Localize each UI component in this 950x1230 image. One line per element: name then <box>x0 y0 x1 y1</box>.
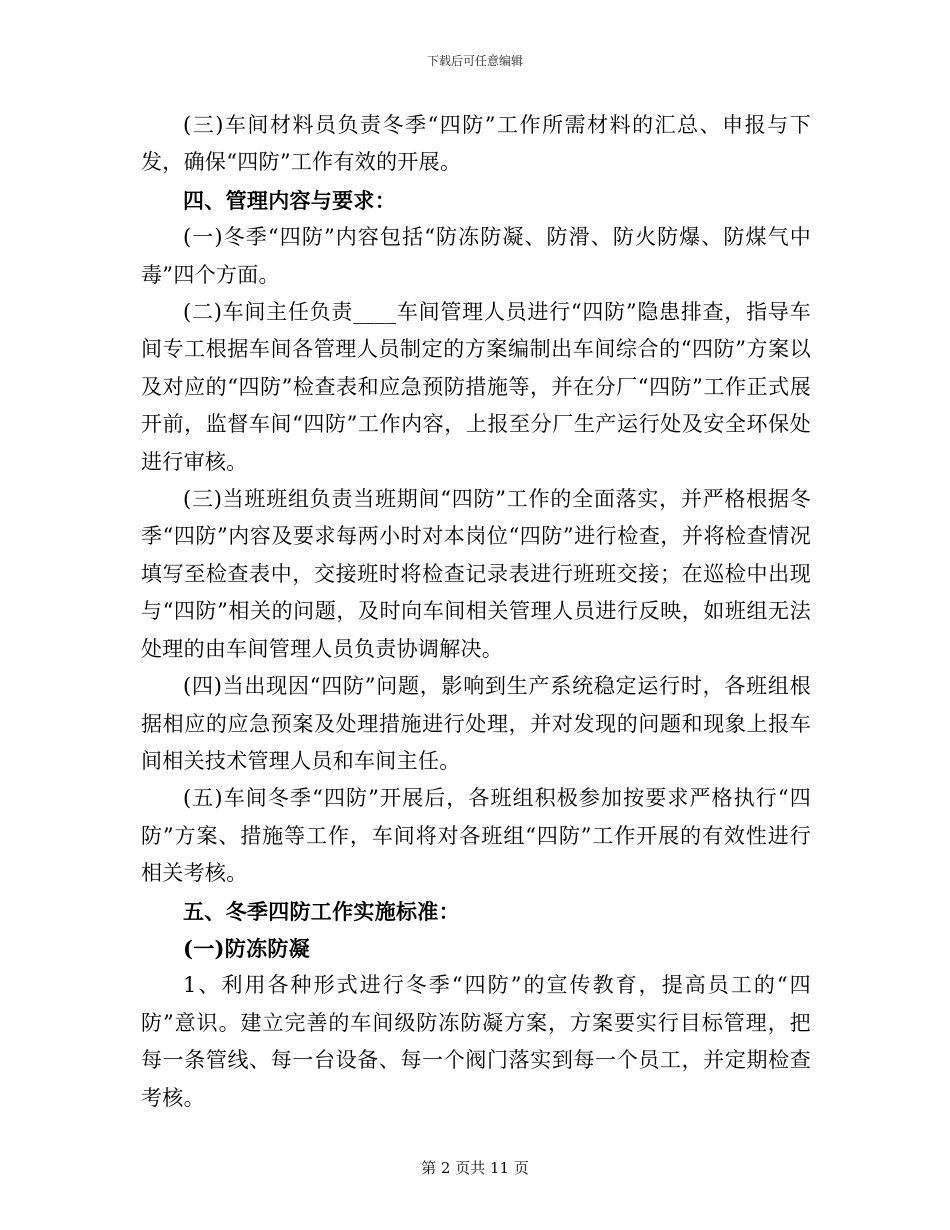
paragraph-content-1: (一)冬季“四防”内容包括“防冻防凝、防滑、防火防爆、防煤气中毒”四个方面。 <box>141 225 811 287</box>
section-heading-4: 四、管理内容与要求： <box>183 187 396 213</box>
paragraph-content-2: (二)车间主任负责____车间管理人员进行“四防”隐患排查，指导车间专工根据车间各管理人员制定的方案编制出车间综合的“四防”方案以及对应的“四防”检查表和应急预防措施等，并在分厂“四防”工作正式展开前，监督车间“四防”工作内容，上报至分厂生产运行处及安全环保处进行审核。 <box>141 300 811 474</box>
paragraph-content-5: (五)车间冬季“四防”开展后，各班组积极参加按要求严格执行“四防”方案、措施等工作，车间将对各班组“四防”工作开展的有效性进行相关考核。 <box>141 786 811 886</box>
paragraph-standard-1: 1、利用各种形式进行冬季“四防”的宣传教育，提高员工的“四防”意识。建立完善的车间级防冻防凝方案，方案要实行目标管理，把每一条管线、每一台设备、每一个阀门落实到每一个员工，并定期检查考核。 <box>141 973 811 1110</box>
document-body <box>141 107 811 1117</box>
section-heading-5: 五、冬季四防工作实施标准： <box>183 898 460 924</box>
paragraph-responsibility-3: (三)车间材料员负责冬季“四防”工作所需材料的汇总、申报与下发，确保“四防”工作有效的开展。 <box>141 113 811 175</box>
page-header: 下载后可任意编辑 <box>426 54 523 68</box>
paragraph-content-3: (三)当班班组负责当班期间“四防”工作的全面落实，并严格根据冬季“四防”内容及要求每两小时对本岗位“四防”进行检查，并将检查情况填写至检查表中，交接班时将检查记录表进行班班交接；在巡检中出现与“四防”相关的问题，及时向车间相关管理人员进行反映，如班组无法处理的由车间管理人员负责协调解决。 <box>141 487 811 661</box>
paragraph-content-4: (四)当出现因“四防”问题，影响到生产系统稳定运行时，各班组根据相应的应急预案及处理措施进行处理，并对发现的问题和现象上报车间相关技术管理人员和车间主任。 <box>141 674 811 773</box>
subsection-heading-1: (一)防冻防凝 <box>183 935 310 961</box>
page-footer: 第 2 页共 11 页 <box>421 1159 529 1177</box>
